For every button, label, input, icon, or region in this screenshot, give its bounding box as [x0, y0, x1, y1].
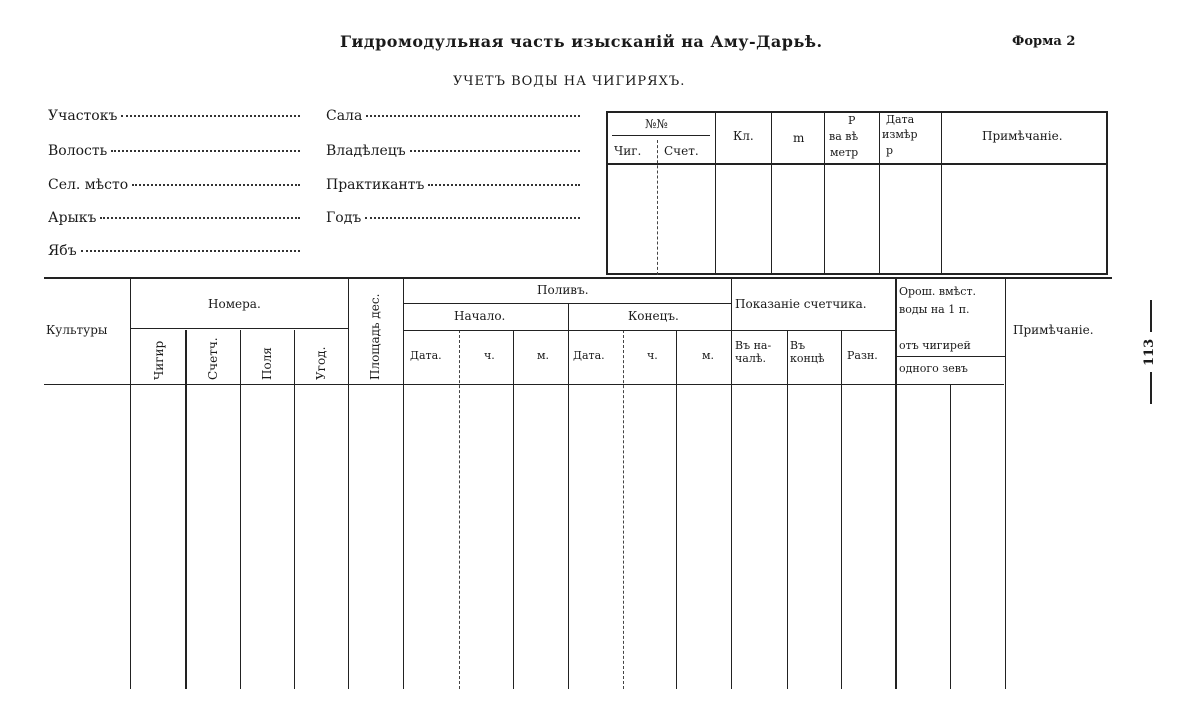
form-number: Форма 2	[1012, 34, 1076, 49]
pokazanie-header: Показаніе счетчика.	[735, 297, 867, 311]
field-sala: Сала	[326, 108, 580, 124]
field-uchastok: Участокъ	[48, 108, 300, 124]
orosh-line2: воды на 1 п.	[899, 303, 970, 316]
field-praktikant: Практикантъ	[326, 177, 580, 193]
nomer-polya: Поля	[260, 347, 274, 380]
date-line1: Дата	[886, 113, 915, 126]
nomer-schetchik: Счетч.	[206, 337, 220, 380]
nomera-header: Номера.	[208, 297, 261, 311]
col5-line3: метр	[830, 146, 859, 159]
poliv-header: Поливъ.	[537, 283, 589, 297]
chig-header: Чиг.	[614, 144, 642, 158]
field-yab: Ябъ	[48, 243, 300, 259]
form-subtitle: УЧЕТЪ ВОДЫ НА ЧИГИРЯХЪ.	[453, 74, 686, 89]
orosh-line4: одного зевъ	[899, 362, 968, 375]
field-volost: Волость	[48, 143, 300, 159]
nomer-chigir: Чигир	[152, 340, 166, 380]
orosh-line1: Орош. вмѣст.	[899, 285, 977, 298]
nachalo-header: Начало.	[454, 309, 506, 323]
schet-header: Счет.	[664, 144, 699, 158]
field-aryk: Арыкъ	[48, 210, 300, 226]
kultury-header: Культуры	[46, 323, 108, 337]
field-selo: Сел. мѣсто	[48, 177, 300, 193]
nn-header: №№	[645, 117, 668, 131]
main-table-top-border	[44, 277, 1112, 279]
date-line3: р	[886, 144, 894, 157]
remark-header: Примѣчаніе.	[982, 129, 1063, 143]
nachalo-data: Дата.	[410, 349, 442, 362]
konets-ch: ч.	[647, 349, 658, 362]
nachalo-ch: ч.	[484, 349, 495, 362]
razn-header: Разн.	[847, 349, 878, 362]
page-number: 113	[1142, 338, 1157, 366]
field-vladelets: Владѣлецъ	[326, 143, 580, 159]
konets-header: Конецъ.	[628, 309, 679, 323]
nomer-ugod: Угод.	[314, 346, 328, 380]
date-line2: измѣр	[882, 128, 918, 141]
primechanie-header: Примѣчаніе.	[1013, 323, 1094, 337]
m-header: m	[793, 131, 805, 145]
ploshchad-header: Площадь дес.	[368, 293, 382, 380]
konets-data: Дата.	[573, 349, 605, 362]
kl-header: Кл.	[733, 129, 754, 143]
form-title: Гидромодульная часть изысканій на Аму-Дарьѣ.	[340, 32, 823, 51]
v-kontse-header: Въ концѣ	[790, 339, 825, 366]
v-nachale-header: Въ на-чалѣ.	[735, 339, 772, 366]
field-god: Годъ	[326, 210, 580, 226]
col5-line2: ва вѣ	[829, 130, 859, 143]
main-table-header-bottom	[44, 384, 1004, 385]
nachalo-m: м.	[537, 349, 550, 362]
orosh-line3: отъ чигирей	[899, 339, 971, 352]
konets-m: м.	[702, 349, 715, 362]
col5-line1: Р	[848, 114, 856, 127]
